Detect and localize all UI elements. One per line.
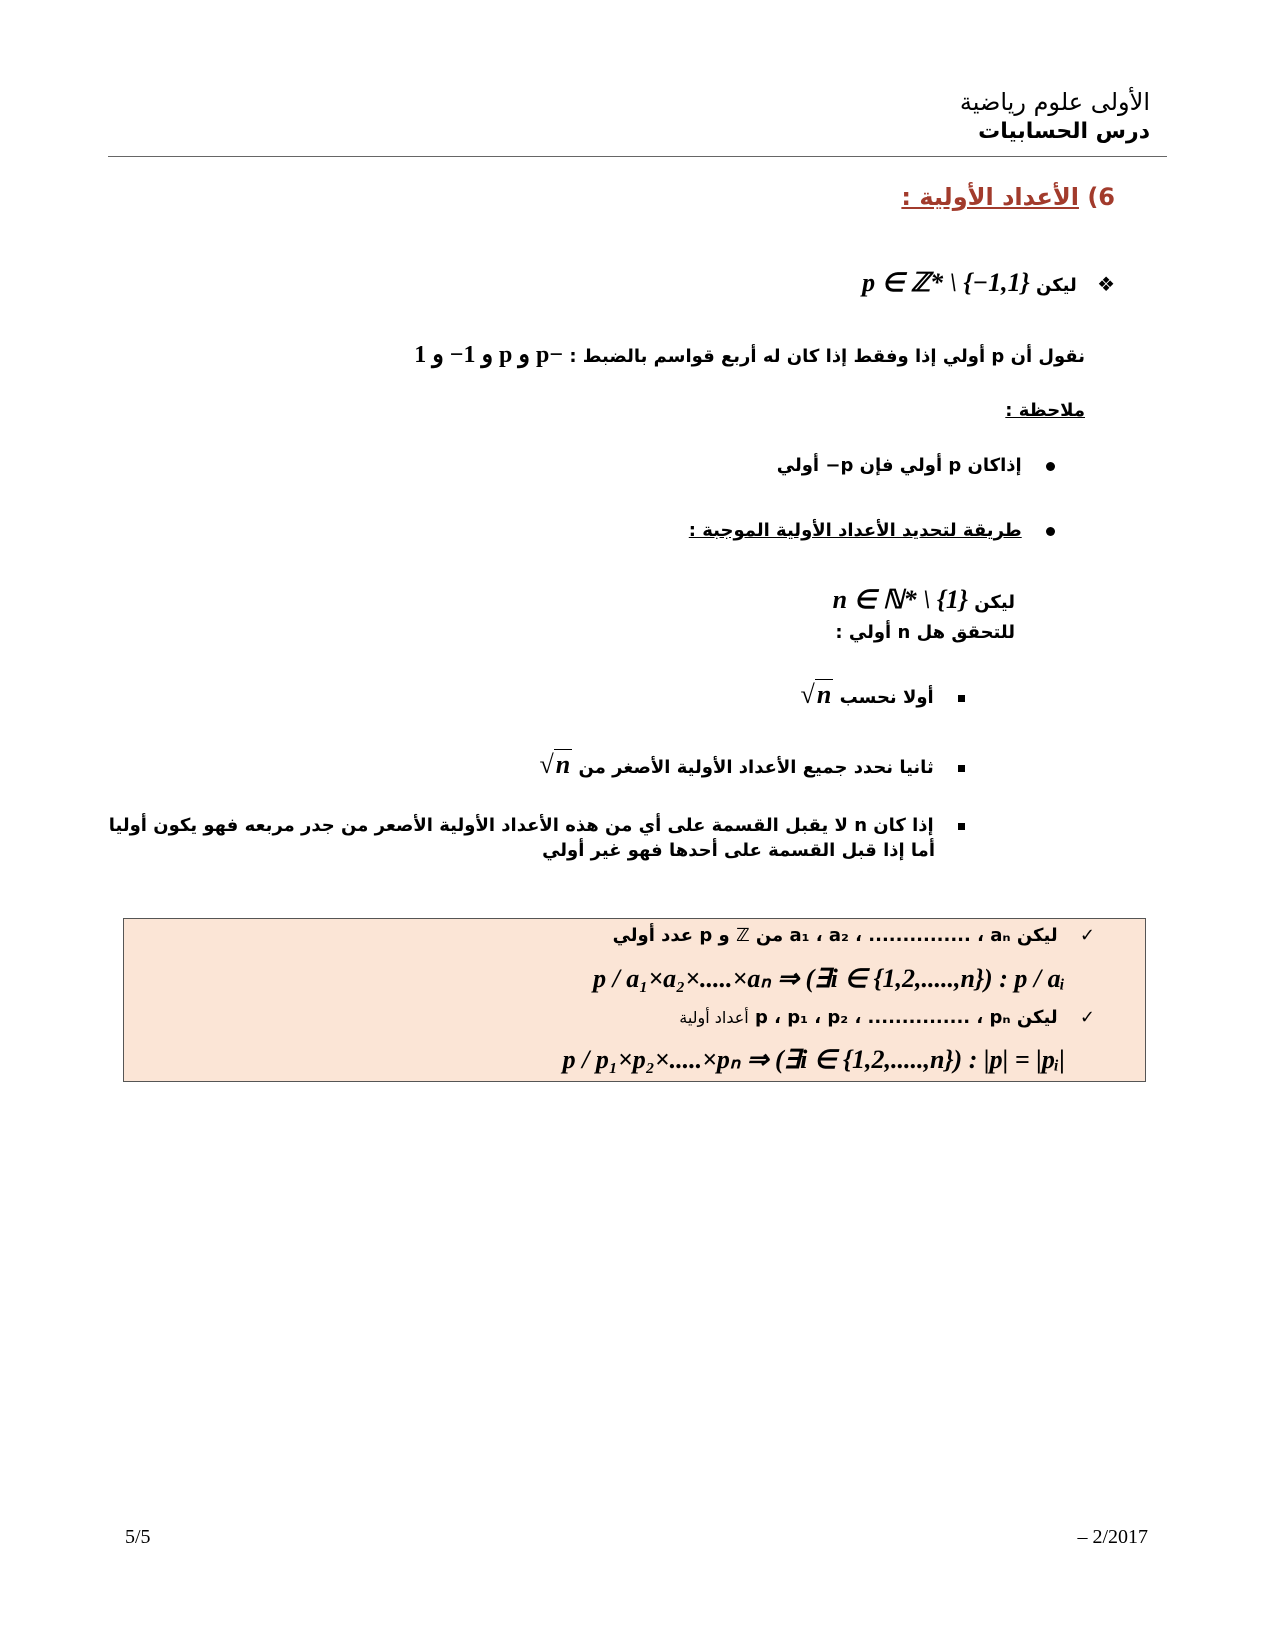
let-n-math: n ∈ ℕ* \ {1}	[832, 585, 968, 614]
properties-box	[123, 918, 1146, 1082]
box-row-2-math: p / a₁×a₂×.....×aₙ ⇒ (∃i ∈ {1,2,.....,n}) : p / aᵢ	[593, 964, 1065, 993]
prime-definition	[414, 340, 1085, 369]
box-row-2	[593, 964, 1065, 994]
header-divider	[108, 156, 1167, 157]
step-1-text: أولا نحسب	[839, 687, 934, 708]
step-1	[801, 680, 965, 710]
definition-text: نقول أن p أولي إذا وفقط إذا كان له أربع قواسم بالضبط :	[569, 346, 1085, 367]
note-heading: ملاحظة :	[1005, 400, 1085, 421]
box-row-3-text: ليكن p ، p₁ ، p₂ ، ............... ، pₙ	[755, 1007, 1058, 1028]
check-mark-icon: ✓	[1079, 1007, 1095, 1028]
dot-bullet-icon	[1046, 462, 1055, 471]
section-title: الأعداد الأولية :	[901, 183, 1079, 211]
definition-divisors: 1 و 1− و p و p−	[414, 342, 564, 368]
dot-bullet-icon	[1046, 527, 1055, 536]
let-n-label: ليكن	[974, 592, 1015, 613]
square-bullet-icon	[958, 823, 965, 830]
box-row-1-text: ليكن a₁ ، a₂ ، ............... ، aₙ من ℤ و p عدد أولي	[612, 925, 1058, 946]
let-p-math: p ∈ ℤ* \ {−1,1}	[862, 268, 1030, 297]
note-bullet-2	[689, 520, 1055, 541]
section-number: 6)	[1087, 183, 1115, 211]
step-3-line-1: إذا كان n لا يقبل القسمة على أي من هذه الأعداد الأولية الأصعر من جدر مربعه فهو يكون أوليا	[108, 815, 934, 836]
box-row-4	[563, 1045, 1065, 1075]
box-row-1	[613, 925, 1095, 946]
step-2-text: ثانيا نحدد جميع الأعداد الأولية الأصغر من	[578, 757, 934, 778]
step-3-line-2: أما إذا قبل القسمة على أحدها فهو غير أولي	[542, 840, 935, 861]
step-3	[109, 815, 965, 836]
section-heading	[901, 183, 1115, 211]
box-row-3-suffix: أعداد أولية	[679, 1008, 749, 1027]
lesson-title: درس الحسابيات	[978, 119, 1150, 144]
sqrt-n: √n	[539, 750, 571, 779]
note-bullet-1	[777, 455, 1055, 476]
box-row-3	[679, 1007, 1095, 1028]
check-mark-icon: ✓	[1079, 925, 1095, 946]
footer-year: – 2/2017	[1077, 1526, 1148, 1548]
document-level: الأولى علوم رياضية	[959, 88, 1150, 116]
sqrt-n: √n	[800, 680, 832, 709]
box-row-4-math: p / p₁×p₂×.....×pₙ ⇒ (∃i ∈ {1,2,.....,n}) : |p| = |pᵢ|	[562, 1045, 1065, 1074]
note-bullet-1-text: إذاكان p أولي فإن p− أولي	[776, 455, 1022, 476]
step-2	[540, 750, 965, 780]
page-number: 5/5	[125, 1526, 151, 1548]
let-p-line	[862, 268, 1115, 298]
diamond-bullet-icon: ❖	[1097, 272, 1115, 296]
let-label: ليكن	[1036, 275, 1077, 296]
check-prime-line: للتحقق هل n أولي :	[835, 622, 1015, 643]
square-bullet-icon	[958, 695, 965, 702]
note-bullet-2-text: طريقة لتحديد الأعداد الأولية الموجبة :	[688, 520, 1022, 541]
let-n-line	[833, 585, 1015, 615]
square-bullet-icon	[958, 765, 965, 772]
